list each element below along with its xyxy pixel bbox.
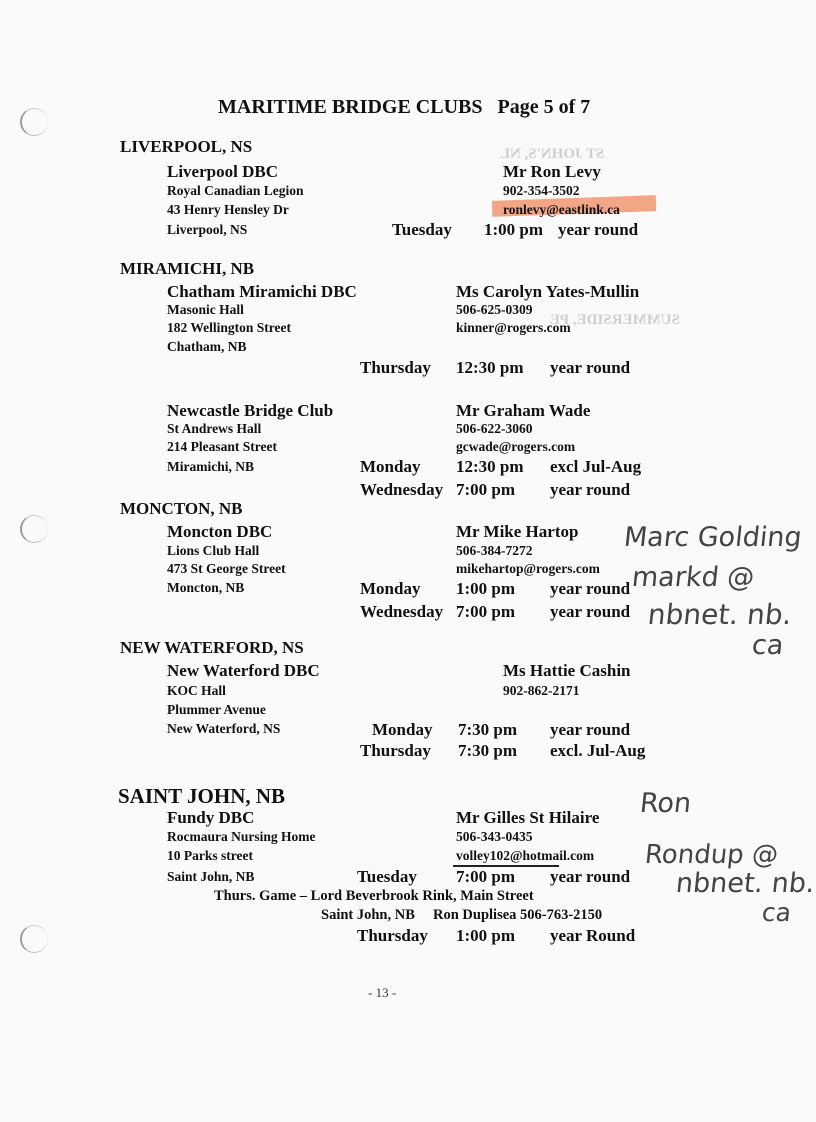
bleed-through-text: ST JOHN'S, NL bbox=[500, 146, 605, 162]
game-time: 7:00 pm bbox=[456, 867, 516, 886]
game-day: Monday bbox=[360, 579, 421, 598]
document-title: MARITIME BRIDGE CLUBS bbox=[218, 96, 483, 118]
page-title bbox=[218, 96, 590, 119]
handwritten-note-line: Ron bbox=[638, 788, 693, 819]
region-heading: MIRAMICHI, NB bbox=[120, 259, 255, 278]
bleed-through-text: SUMMERSIDE, PE bbox=[550, 312, 681, 328]
contact-phone: 902-862-2171 bbox=[503, 683, 580, 698]
contact-phone: 506-625-0309 bbox=[456, 302, 533, 317]
handwritten-note-line: ca bbox=[760, 898, 793, 927]
handwritten-note-line: ca bbox=[750, 630, 786, 661]
game-time: 7:00 pm bbox=[456, 480, 516, 499]
club-name: Moncton DBC bbox=[167, 522, 273, 541]
contact-email: kinner@rogers.com bbox=[456, 320, 571, 335]
contact-email: ronlevy@eastlink.ca bbox=[503, 202, 620, 217]
club-name: Liverpool DBC bbox=[167, 162, 278, 181]
game-time: 7:00 pm bbox=[456, 602, 516, 621]
game-note: year round bbox=[550, 480, 631, 499]
contact-phone: 506-622-3060 bbox=[456, 421, 533, 436]
game-time: 1:00 pm bbox=[484, 220, 544, 239]
club-address-line: Chatham, NB bbox=[167, 339, 247, 354]
game-day: Tuesday bbox=[392, 220, 452, 239]
page-number: - 13 - bbox=[368, 985, 397, 1000]
club-address-line: Royal Canadian Legion bbox=[167, 183, 304, 198]
contact-name: Mr Ron Levy bbox=[503, 162, 601, 181]
game-note: excl. Jul-Aug bbox=[550, 741, 646, 760]
club-address-line: 182 Wellington Street bbox=[167, 320, 291, 335]
club-address-line: New Waterford, NS bbox=[167, 721, 281, 736]
contact-phone: 902-354-3502 bbox=[503, 183, 580, 198]
game-time: 1:00 pm bbox=[456, 579, 516, 598]
club-address-line: 473 St George Street bbox=[167, 561, 286, 576]
game-note: year Round bbox=[550, 926, 636, 945]
club-address-line: Rocmaura Nursing Home bbox=[167, 829, 316, 844]
region-heading: NEW WATERFORD, NS bbox=[120, 638, 304, 657]
contact-name: Mr Mike Hartop bbox=[456, 522, 579, 541]
game-note: year round bbox=[550, 867, 631, 886]
game-note: year round bbox=[550, 720, 631, 739]
handwritten-note-line: Rondup @ bbox=[643, 840, 780, 870]
contact-email: gcwade@rogers.com bbox=[456, 439, 576, 454]
game-day: Monday bbox=[360, 457, 421, 476]
game-note: year round bbox=[550, 602, 631, 621]
handwritten-note-line: nbnet. nb. bbox=[646, 598, 794, 631]
game-day: Thursday bbox=[360, 741, 431, 760]
club-address-line: 214 Pleasant Street bbox=[167, 439, 277, 454]
binder-hole-middle bbox=[20, 515, 48, 543]
page-indicator: Page 5 of 7 bbox=[497, 96, 591, 118]
handwritten-note-line: markd @ bbox=[630, 562, 756, 593]
region-heading: MONCTON, NB bbox=[120, 499, 243, 518]
game-note: excl Jul-Aug bbox=[550, 457, 642, 476]
extra-game-location: Thurs. Game – Lord Beverbrook Rink, Main Street bbox=[214, 888, 534, 904]
region-heading: SAINT JOHN, NB bbox=[118, 784, 286, 808]
contact-name: Ms Carolyn Yates-Mullin bbox=[456, 282, 640, 301]
game-time: 12:30 pm bbox=[456, 457, 524, 476]
club-address-line: Moncton, NB bbox=[167, 580, 245, 595]
handwritten-note-line: nbnet. nb. bbox=[674, 868, 816, 899]
contact-name: Mr Graham Wade bbox=[456, 401, 591, 420]
game-day: Tuesday bbox=[357, 867, 417, 886]
game-day: Thursday bbox=[357, 926, 428, 945]
contact-name: Ms Hattie Cashin bbox=[503, 661, 631, 680]
club-address-line: Lions Club Hall bbox=[167, 543, 260, 558]
club-address-line: Saint John, NB bbox=[167, 869, 255, 884]
club-address-line: Masonic Hall bbox=[167, 302, 244, 317]
club-address-line: Liverpool, NS bbox=[167, 222, 248, 237]
game-time: 7:30 pm bbox=[458, 741, 518, 760]
contact-email: mikehartop@rogers.com bbox=[456, 561, 600, 576]
contact-name: Mr Gilles St Hilaire bbox=[456, 808, 600, 827]
club-name: Chatham Miramichi DBC bbox=[167, 282, 357, 301]
game-time: 1:00 pm bbox=[456, 926, 516, 945]
club-address-line: KOC Hall bbox=[167, 683, 226, 698]
club-name: Fundy DBC bbox=[167, 808, 255, 827]
club-address-line: Plummer Avenue bbox=[167, 702, 266, 717]
game-note: year round bbox=[550, 358, 631, 377]
region-heading: LIVERPOOL, NS bbox=[120, 137, 253, 156]
club-address-line: 43 Henry Hensley Dr bbox=[167, 202, 289, 217]
game-day: Thursday bbox=[360, 358, 431, 377]
club-name: New Waterford DBC bbox=[167, 661, 320, 680]
club-address-line: 10 Parks street bbox=[167, 848, 253, 863]
extra-game-city: Saint John, NB bbox=[321, 907, 415, 923]
contact-email: volley102@hotmail.com bbox=[456, 848, 595, 863]
contact-phone: 506-343-0435 bbox=[456, 829, 533, 844]
game-day: Wednesday bbox=[360, 602, 444, 621]
club-address-line: St Andrews Hall bbox=[167, 421, 262, 436]
club-name: Newcastle Bridge Club bbox=[167, 401, 334, 420]
game-time: 12:30 pm bbox=[456, 358, 524, 377]
binder-hole-bottom bbox=[20, 925, 48, 953]
game-day: Wednesday bbox=[360, 480, 444, 499]
game-note: year round bbox=[558, 220, 639, 239]
extra-game-contact: Ron Duplisea 506-763-2150 bbox=[433, 907, 603, 923]
game-time: 7:30 pm bbox=[458, 720, 518, 739]
binder-hole-top bbox=[20, 108, 48, 136]
game-day: Monday bbox=[372, 720, 433, 739]
club-address-line: Miramichi, NB bbox=[167, 459, 254, 474]
contact-phone: 506-384-7272 bbox=[456, 543, 533, 558]
handwritten-note-line: Marc Golding bbox=[622, 522, 804, 553]
game-note: year round bbox=[550, 579, 631, 598]
